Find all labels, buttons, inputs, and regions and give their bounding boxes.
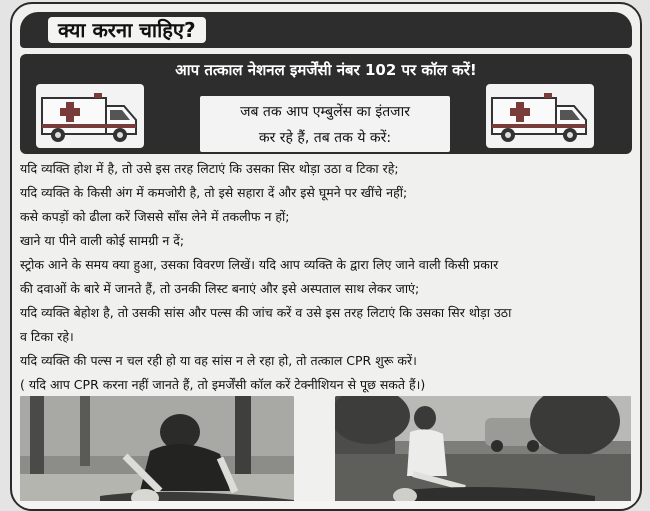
instruction-line: यदि व्यक्ति के किसी अंग में कमजोरी है, तो इसे सहारा दें और इसे घूमने पर खींचे नहीं; [20, 185, 408, 200]
instruction-list [20, 157, 630, 397]
instruction-line: यदि व्यक्ति होश में है, तो उसे इस तरह लिटाएं कि उसका सिर थोड़ा उठा व टिका रहे; [20, 161, 399, 176]
instruction-line: व टिका रहे। [20, 329, 74, 344]
cpr-photo-street [335, 396, 631, 509]
instruction-line: कसे कपड़ों को ढीला करें जिससे साँस लेने में तकलीफ न हों; [20, 209, 290, 224]
instruction-line: यदि व्यक्ति की पल्स न चल रही हो या वह सांस न ले रहा हो, तो तत्काल CPR शुरू करें। [20, 353, 417, 368]
instruction-line: की दवाओं के बारे में जानते हैं, तो उनकी लिस्ट बनाएं और इसे अस्पताल साथ लेकर जाएं; [20, 281, 420, 296]
waiting-line-1: जब तक आप एम्बुलेंस का इंतजार [240, 104, 410, 120]
emergency-call-banner [20, 54, 632, 154]
ambulance-icon [486, 84, 594, 148]
instruction-line: खाने या पीने वाली कोई सामग्री न दें; [20, 233, 185, 248]
instruction-line: स्ट्रोक आने के समय क्या हुआ, उसका विवरण लिखें। यदि आप व्यक्ति के द्वारा लिए जाने वाली किसी प्रकार [20, 257, 499, 272]
ambulance-icon [36, 84, 144, 148]
instruction-line: यदि व्यक्ति बेहोश है, तो उसकी सांस और पल्स की जांच करें व उसे इस तरह लिटाएं कि उसका सिर थोड़ा उठा [20, 305, 512, 320]
call-instruction-text: आप तत्काल नेशनल इमर्जेंसी नंबर 102 पर कॉल करें! [175, 61, 477, 79]
header-bar [20, 12, 632, 48]
waiting-line-2: कर रहे हैं, तब तक ये करें: [258, 130, 392, 146]
waiting-instructions-box [198, 94, 452, 154]
cpr-photo-park [20, 396, 294, 509]
instruction-line: ( यदि आप CPR करना नहीं जानते हैं, तो इमर्जेंसी कॉल करें टेक्नीशियन से पूछ सकते हैं।) [20, 377, 426, 392]
bottom-strip [12, 501, 642, 511]
poster-frame [10, 2, 642, 511]
section-title: क्या करना चाहिए? [48, 17, 206, 43]
